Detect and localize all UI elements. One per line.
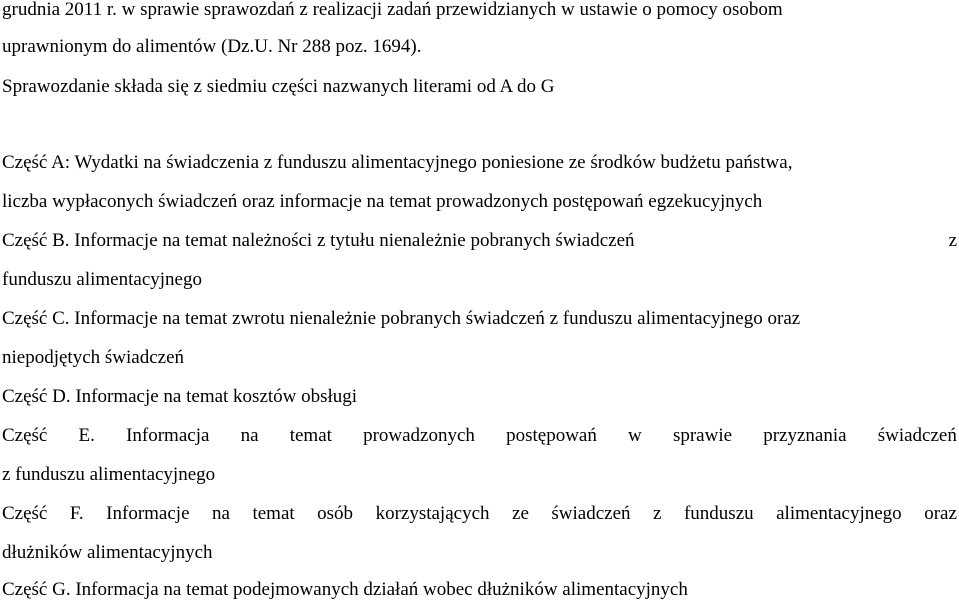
part-f-word: świadczeń (551, 503, 631, 524)
part-e-line-2: z funduszu alimentacyjnego (2, 464, 216, 485)
part-e-word: przyznania (763, 425, 847, 446)
part-e-word: Część (2, 425, 48, 446)
part-f-word: F. (69, 503, 84, 524)
part-f-word: alimentacyjnego (776, 503, 902, 524)
part-f-word: ze (512, 503, 529, 524)
part-e-line-1 (2, 424, 957, 448)
part-e-word: postępowań (506, 425, 597, 446)
part-f-word: oraz (924, 503, 957, 524)
part-f-word: osób (317, 503, 354, 524)
part-f-word: z (653, 503, 662, 524)
part-e-word: temat (289, 425, 332, 446)
intro-line-1: grudnia 2011 r. w sprawie sprawozdań z realizacji zadań przewidzianych w ustawie o pomocy osobom (2, 0, 783, 20)
part-e-word: na (240, 425, 259, 446)
part-e-word: E. (78, 425, 95, 446)
summary-paragraph: Sprawozdanie składa się z siedmiu części nazwanych literami od A do G (2, 76, 555, 97)
part-f-word: Informacje (106, 503, 190, 524)
part-f-line-2: dłużników alimentacyjnych (2, 542, 213, 563)
part-e-word: świadczeń (877, 425, 957, 446)
part-b-trailing-word: z (948, 230, 957, 251)
part-c-line-2: niepodjętych świadczeń (2, 347, 185, 368)
part-b-text: Część B. Informacje na temat należności z tytułu nienależnie pobranych świadczeń (2, 230, 635, 251)
intro-line-2: uprawnionym do alimentów (Dz.U. Nr 288 poz. 1694). (2, 36, 422, 57)
part-d-line-1: Część D. Informacje na temat kosztów obsługi (2, 386, 358, 407)
part-e-word: Informacja (126, 425, 210, 446)
part-f-word: temat (252, 503, 295, 524)
part-f-word: Część (2, 503, 48, 524)
part-g-line-1: Część G. Informacja na temat podejmowanych działań wobec dłużników alimentacyjnych (2, 579, 688, 600)
part-f-word: funduszu (683, 503, 754, 524)
part-b-line-1 (2, 229, 957, 253)
part-c-line-1: Część C. Informacje na temat zwrotu nienależnie pobranych świadczeń z funduszu alimentacyjnego oraz (2, 308, 801, 329)
part-e-word: w (628, 425, 642, 446)
part-a-line-2: liczba wypłaconych świadczeń oraz informacje na temat prowadzonych postępowań egzekucyjnych (2, 191, 763, 212)
part-f-word: na (212, 503, 230, 524)
part-a-line-1: Część A: Wydatki na świadczenia z funduszu alimentacyjnego poniesione ze środków budżetu państwa, (2, 152, 793, 173)
part-e-word: prowadzonych (363, 425, 475, 446)
part-f-word: korzystających (375, 503, 490, 524)
part-e-word: sprawie (672, 425, 733, 446)
part-f-line-1 (2, 502, 957, 526)
part-b-line-2: funduszu alimentacyjnego (2, 269, 202, 290)
